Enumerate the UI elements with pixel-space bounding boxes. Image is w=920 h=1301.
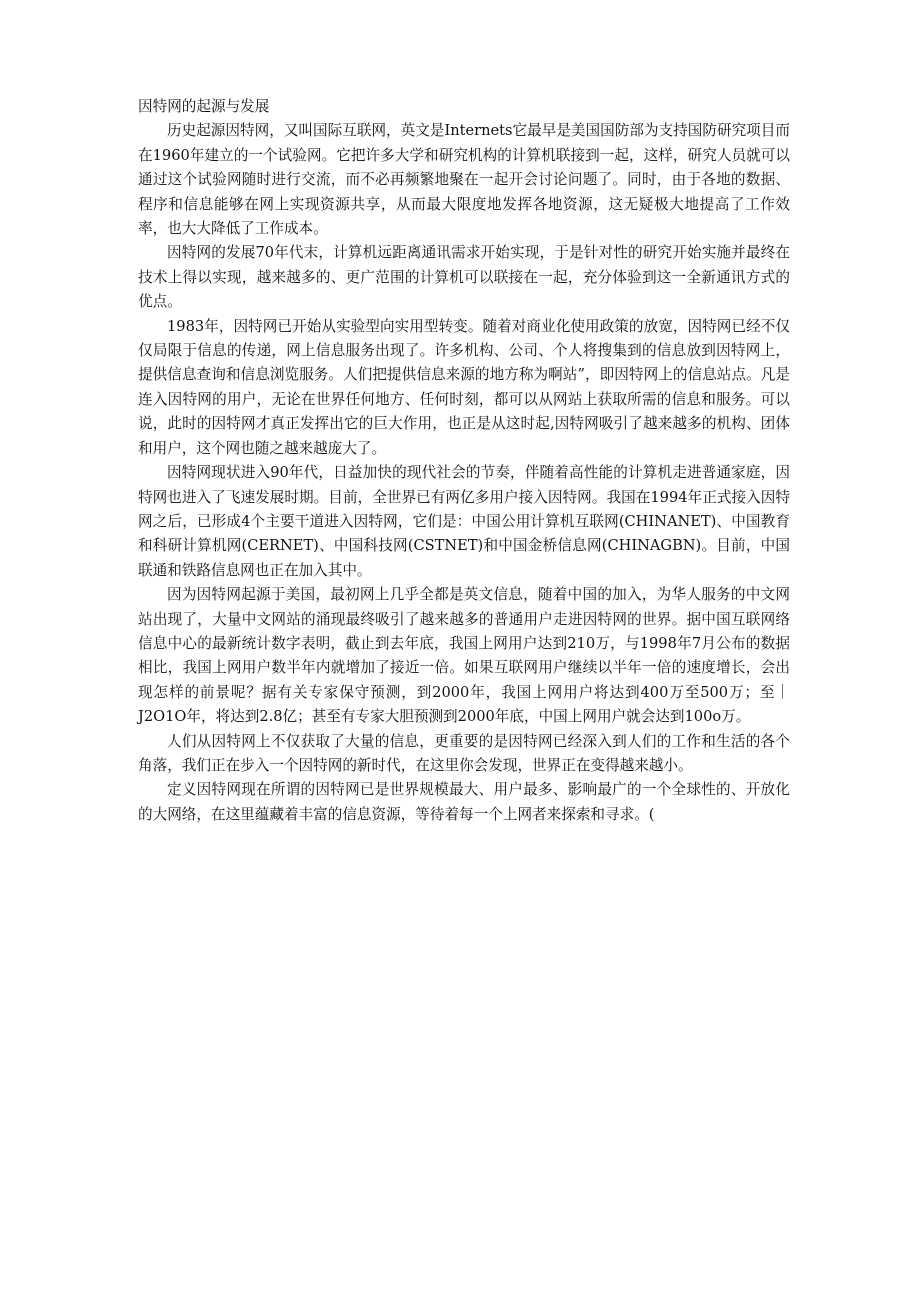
document-title: 因特网的起源与发展 bbox=[138, 98, 270, 115]
paragraph-history: 历史起源因特网，又叫国际互联网，英文是Internets它最早是美国国防部为支持国防研究项目而在1960年建立的一个试验网。它把许多大学和研究机构的计算机联接到一起，这样，研究人员就可以通过这个试验网随时进行交流，而不必再频繁地聚在一起开会讨论问题了。同时，由于各地的数据、程序和信息能够在网上实现资源共享，从而最大限度地发挥各地资源，这无疑极大地提高了工作效率，也大大降低了工作成本。 bbox=[138, 122, 790, 238]
paragraph-china-growth: 因为因特网起源于美国，最初网上几乎全都是英文信息，随着中国的加入，为华人服务的中文网站出现了，大量中文网站的涌现最终吸引了越来越多的普通用户走进因特网的世界。据中国互联网络信息中心的最新统计数字表明，截止到去年底，我国上网用户达到210万，与1998年7月公布的数据相比，我国上网用户数半年内就增加了接近一倍。如果互联网用户继续以半年一倍的速度增长，会出现怎样的前景呢？据有关专家保守预测，到2000年，我国上网用户将达到400万至500万；至｜J2O1O年，将达到2.8亿；甚至有专家大胆预测到2000年底，中国上网用户就会达到100o万。 bbox=[138, 586, 790, 726]
paragraph-development: 因特网的发展70年代末，计算机远距离通讯需求开始实现，于是针对性的研究开始实施并最终在技术上得以实现，越来越多的、更广范围的计算机可以联接在一起，充分体验到这一全新通讯方式的优点。 bbox=[138, 244, 790, 311]
document-body bbox=[138, 95, 790, 827]
paragraph-1983: 1983年，因特网已开始从实验型向实用型转变。随着对商业化使用政策的放宽，因特网已经不仅仅局限于信息的传递，网上信息服务出现了。许多机构、公司、个人将搜集到的信息放到因特网上，提供信息查询和信息浏览服务。人们把提供信息来源的地方称为啊站”，即因特网上的信息站点。凡是连入因特网的用户，无论在世界任何地方、任何时刻，都可以从网站上获取所需的信息和服务。可以说，此时的因特网才真正发挥出它的巨大作用，也正是从这时起,因特网吸引了越来越多的机构、团体和用户，这个网也随之越来越庞大了。 bbox=[138, 317, 790, 457]
paragraph-current-status: 因特网现状进入90年代，日益加快的现代社会的节奏，伴随着高性能的计算机走进普通家庭，因特网也进入了飞速发展时期。目前，全世界已有两亿多用户接入因特网。我国在1994年正式接入因特网之后，已形成4个主要干道进入因特网，它们是：中国公用计算机互联网(CHINANET)、中国教育和科研计算机网(CERNET)、中国科技网(CSTNET)和中国金桥信息网(CHINAGBN)。目前，中国联通和铁路信息网也正在加入其中。 bbox=[138, 464, 790, 579]
paragraph-new-era: 人们从因特网上不仅获取了大量的信息，更重要的是因特网已经深入到人们的工作和生活的各个角落，我们正在步入一个因特网的新时代，在这里你会发现，世界正在变得越来越小。 bbox=[138, 732, 790, 774]
paragraph-definition: 定义因特网现在所谓的因特网已是世界规模最大、用户最多、影响最广的一个全球性的、开放化的大网络，在这里蕴藏着丰富的信息资源，等待着每一个上网者来探索和寻求。( bbox=[138, 781, 790, 823]
